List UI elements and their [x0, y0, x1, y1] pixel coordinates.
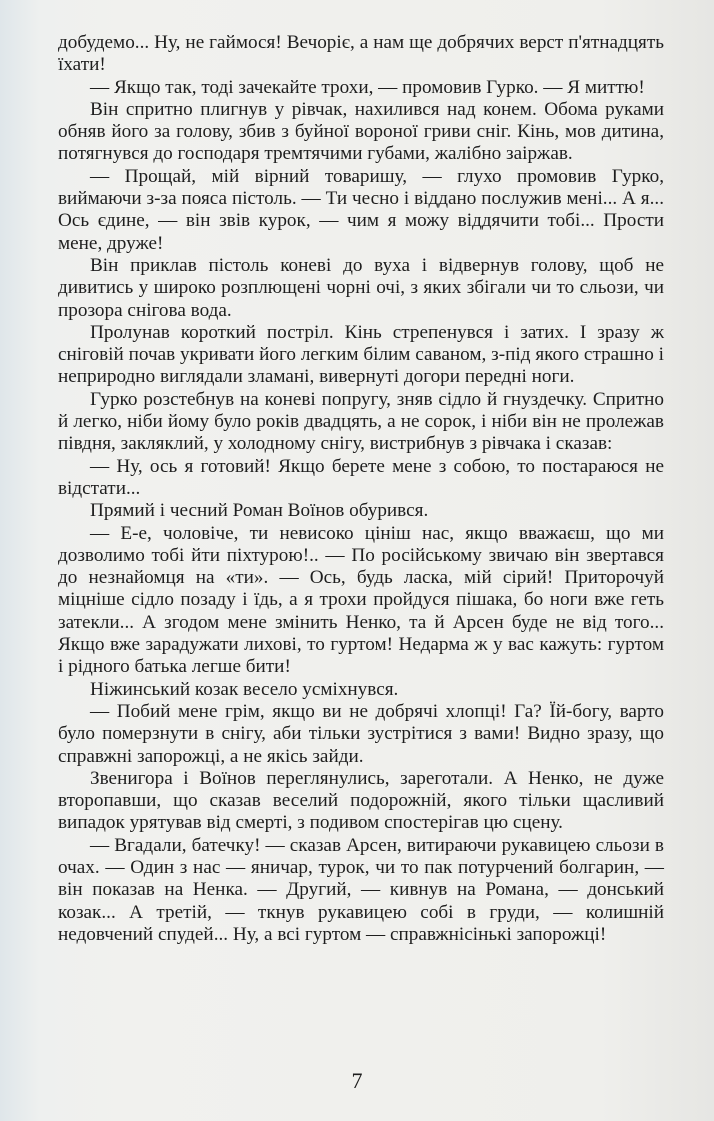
- paragraph: — Вгадали, батечку! — сказав Арсен, витираючи рукавицею сльози в очах. — Один з нас — яничар, турок, чи то пак потурчений болгарин, — він показав на Ненка. — Другий, — кивнув на Романа, — донський козак... А третій, — ткнув рукавицею собі в груди, — колишній недовчений спудей... Ну, а всі гуртом — справжнісінькі запорожці!: [58, 834, 664, 945]
- body-text: [58, 32, 664, 946]
- paragraph: Пролунав короткий постріл. Кінь стрепенувся і затих. І зразу ж сніговій почав укривати його легким білим саваном, з-під якого страшно і неприродно виглядали зламані, вивернуті догори передні ноги.: [58, 321, 664, 388]
- paragraph: Він спритно плигнув у рівчак, нахилився над конем. Обома руками обняв його за голову, збив з буйної вороної гриви сніг. Кінь, мов дитина, потягнувся до господаря тремтячими губами, жалібно заіржав.: [58, 98, 664, 165]
- paragraph: Звенигора і Воїнов переглянулись, зареготали. А Ненко, не дуже второпавши, що сказав веселий подорожній, якого тільки щасливий випадок урятував від смерті, з подивом спостерігав цю сцену.: [58, 767, 664, 834]
- paragraph: добудемо... Ну, не гаймося! Вечоріє, а нам ще добрячих верст п'ятнадцять їхати!: [58, 32, 664, 76]
- paragraph: Він приклав пістоль коневі до вуха і відвернув голову, щоб не дивитись у широко розплющені чорні очі, з яких збігали чи то сльози, чи прозора снігова вода.: [58, 254, 664, 321]
- paragraph: Ніжинський козак весело усміхнувся.: [90, 678, 399, 700]
- paragraph: — Ну, ось я готовий! Якщо берете мене з собою, то постараюся не відстати...: [58, 455, 664, 499]
- paragraph: — Якщо так, тоді зачекайте трохи, — промовив Гурко. — Я миттю!: [90, 76, 645, 98]
- paragraph: Гурко розстебнув на коневі попругу, зняв сідло й гнуздечку. Спритно й легко, ніби йому було років двадцять, а не сорок, і ніби він не пролежав півдня, закляклий, у холодному снігу, вистрибнув з рівчака і сказав:: [58, 388, 664, 455]
- paragraph: — Прощай, мій вірний товаришу, — глухо промовив Гурко, виймаючи з-за пояса пістоль. — Ти чесно і віддано послужив мені... А я... Ось єдине, — він звів курок, — чим я можу віддячити тобі... Прости мене, друже!: [58, 165, 664, 254]
- page-number: 7: [351, 1068, 363, 1093]
- paragraph: — Е-е, чоловіче, ти невисоко цініш нас, якщо вважаєш, що ми дозволимо тобі йти піхтурою!.. — По російському звичаю він звертався до незнайомця на «ти». — Ось, будь ласка, мій сірий! Приторочуй міцніше сідло позаду і їдь, а я трохи пройдуся пішака, бо ноги вже геть затекли... А згодом мене змінить Ненко, та й Арсен буде не від того... Якщо вже зарадужати лихові, то гуртом! Недарма ж у вас кажуть: гуртом і рідного батька легше бити!: [58, 522, 664, 678]
- paragraph: — Побий мене грім, якщо ви не добрячі хлопці! Га? Їй-богу, варто було померзнути в снігу, аби тільки зустрітися з вами! Видно зразу, що справжні запорожці, а не якісь зайди.: [58, 700, 664, 767]
- paragraph: Прямий і чесний Роман Воїнов обурився.: [90, 500, 429, 522]
